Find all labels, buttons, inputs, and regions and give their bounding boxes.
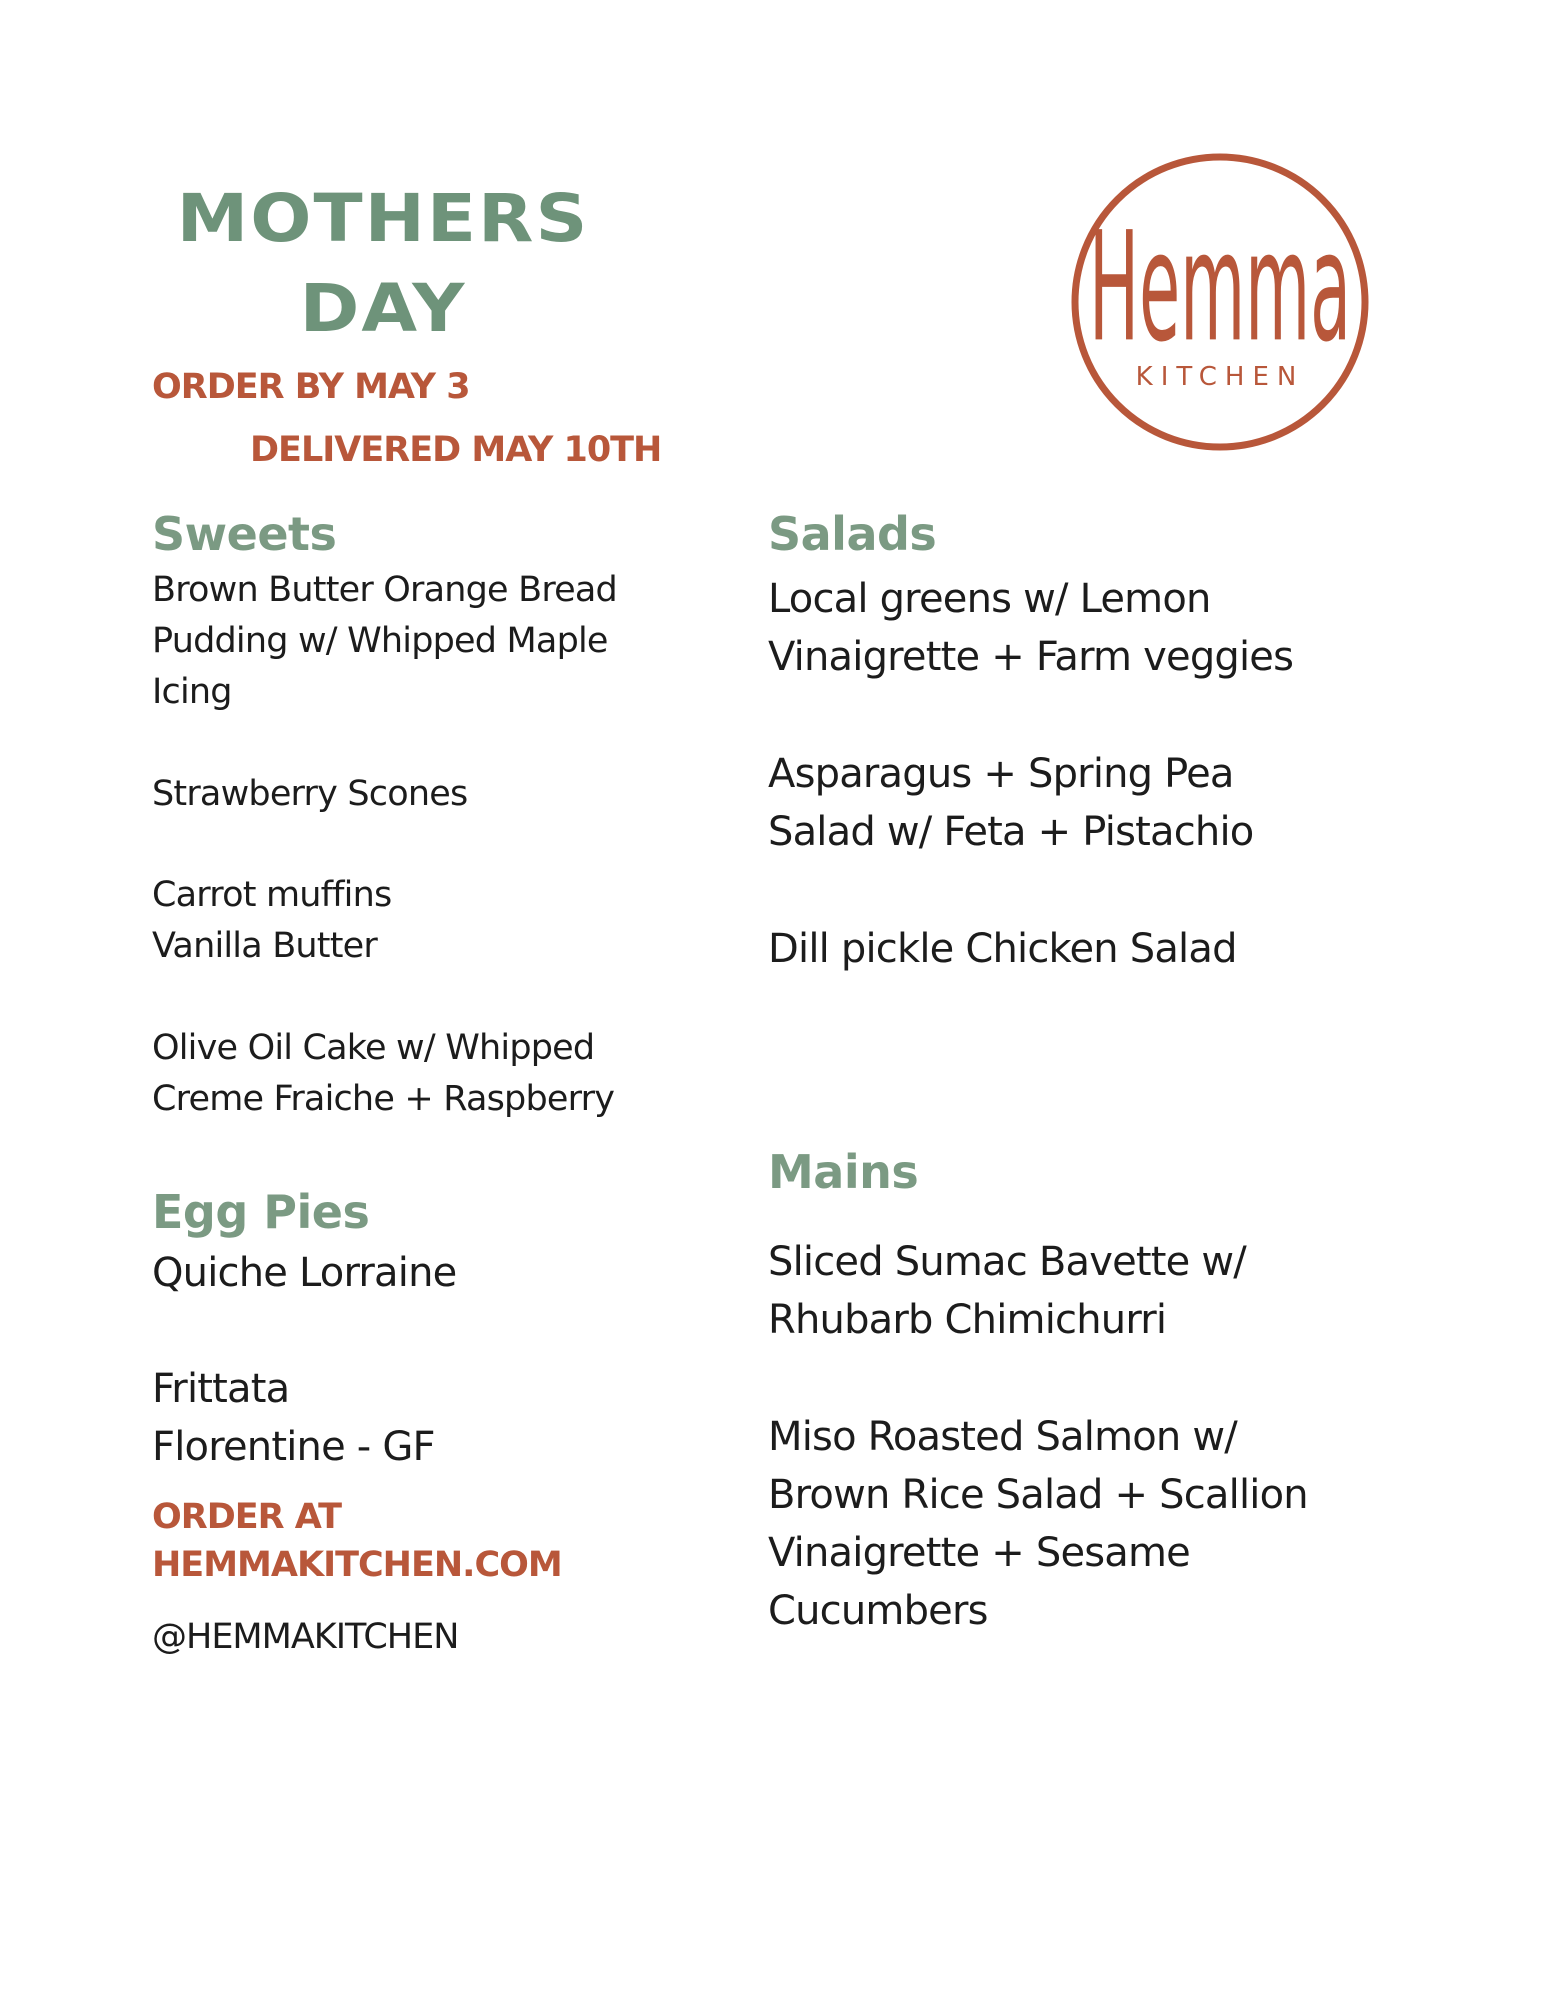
item-line: Local greens w/ Lemon bbox=[768, 576, 1211, 622]
menu-item-asparagus-salad bbox=[768, 745, 1253, 861]
section-heading-egg-pies: Egg Pies bbox=[152, 1185, 370, 1239]
hemma-kitchen-logo bbox=[1070, 152, 1370, 452]
order-at-label: ORDER AT bbox=[152, 1497, 342, 1537]
menu-item-bavette bbox=[768, 1233, 1246, 1349]
section-heading-salads: Salads bbox=[768, 507, 937, 561]
logo-subtitle: KITCHEN bbox=[1135, 362, 1305, 392]
menu-item-miso-salmon bbox=[768, 1408, 1308, 1640]
section-heading-sweets: Sweets bbox=[152, 507, 337, 561]
website-link[interactable]: HEMMAKITCHEN.COM bbox=[152, 1545, 562, 1585]
item-line: Rhubarb Chimichurri bbox=[768, 1297, 1167, 1343]
order-by-date: ORDER BY MAY 3 bbox=[152, 367, 470, 407]
item-line: Brown Rice Salad + Scallion bbox=[768, 1472, 1308, 1518]
section-heading-mains: Mains bbox=[768, 1145, 919, 1199]
social-handle[interactable]: @HEMMAKITCHEN bbox=[152, 1617, 459, 1657]
delivery-date: DELIVERED MAY 10TH bbox=[250, 430, 662, 470]
item-line: Dill pickle Chicken Salad bbox=[768, 926, 1237, 972]
item-line: Cucumbers bbox=[768, 1588, 988, 1634]
item-line: Salad w/ Feta + Pistachio bbox=[768, 809, 1254, 855]
logo-name: Hemma bbox=[1089, 199, 1351, 376]
menu-item-quiche bbox=[152, 1244, 456, 1302]
item-line: Frittata bbox=[152, 1366, 290, 1412]
item-line: Icing bbox=[152, 672, 232, 712]
item-line: Vanilla Butter bbox=[152, 926, 377, 966]
menu-item-strawberry-scones bbox=[152, 769, 467, 820]
item-line: Quiche Lorraine bbox=[152, 1250, 457, 1296]
item-line: Strawberry Scones bbox=[152, 774, 468, 814]
item-line: Vinaigrette + Sesame bbox=[768, 1530, 1190, 1576]
menu-item-carrot-muffins bbox=[152, 870, 391, 972]
item-line: Vinaigrette + Farm veggies bbox=[768, 634, 1294, 680]
item-line: Asparagus + Spring Pea bbox=[768, 751, 1234, 797]
item-line: Olive Oil Cake w/ Whipped bbox=[152, 1028, 595, 1068]
item-line: Florentine - GF bbox=[152, 1424, 435, 1470]
title-line-1: MOTHERS bbox=[176, 179, 590, 257]
menu-item-local-greens bbox=[768, 570, 1293, 686]
menu-item-bread-pudding bbox=[152, 565, 617, 718]
item-line: Miso Roasted Salmon w/ bbox=[768, 1414, 1237, 1460]
title-line-2: DAY bbox=[299, 269, 467, 347]
menu-item-frittata bbox=[152, 1360, 435, 1476]
item-line: Brown Butter Orange Bread bbox=[152, 570, 617, 610]
menu-item-olive-oil-cake bbox=[152, 1023, 614, 1125]
item-line: Creme Fraiche + Raspberry bbox=[152, 1079, 615, 1119]
item-line: Sliced Sumac Bavette w/ bbox=[768, 1239, 1246, 1285]
item-line: Pudding w/ Whipped Maple bbox=[152, 621, 608, 661]
item-line: Carrot muffins bbox=[152, 875, 392, 915]
menu-item-chicken-salad bbox=[768, 920, 1237, 978]
logo-circle-icon bbox=[1070, 152, 1370, 452]
